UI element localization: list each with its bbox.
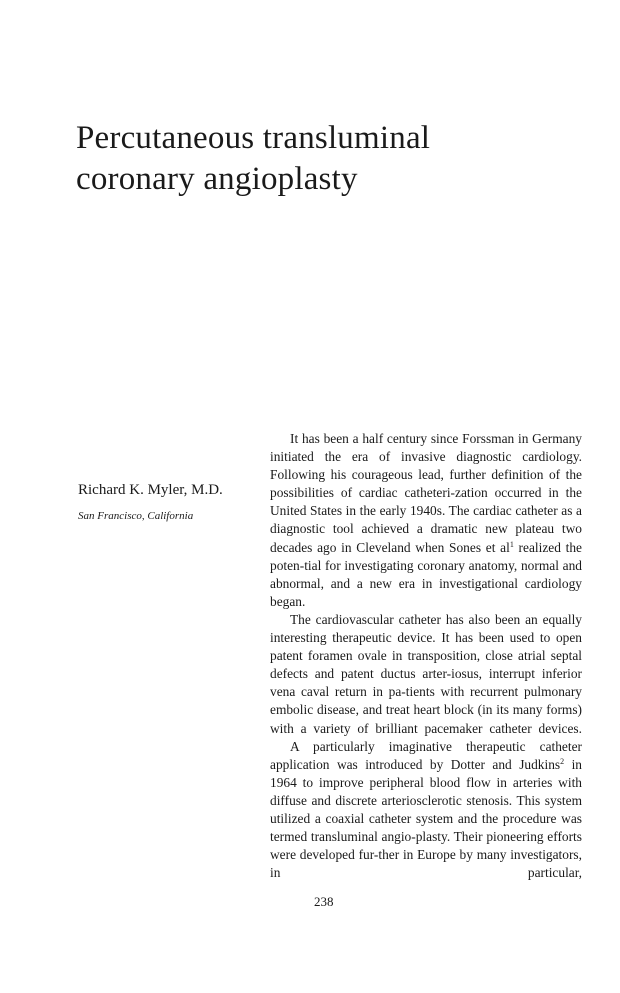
reference-2: 2 — [560, 756, 565, 766]
article-title — [76, 118, 576, 200]
paragraph-3 — [270, 738, 582, 883]
paragraph-3-text-b: in 1964 to improve peripheral blood flow in arteries with diffuse and discrete arteriosclerotic stenosis. This system utilized a coaxial catheter system and the procedure was termed transluminal angio-plasty. Their pioneering efforts were developed fur-ther in Europe by many investigators, in particular, — [270, 756, 583, 881]
article-body — [270, 430, 582, 882]
title-line-1: Percutaneous transluminal — [76, 120, 431, 156]
author-name: Richard K. Myler, M.D. — [78, 482, 223, 498]
reference-1: 1 — [509, 539, 514, 549]
paragraph-1-text-b: realized the poten-tial for investigating coronary anatomy, normal and abnormal, and a new era in investigational cardiology began. — [270, 539, 582, 609]
title-line-2: coronary angioplasty — [76, 161, 358, 197]
paragraph-1-text-a: It has been a half century since Forssman in Germany initiated the era of invasive diagnostic cardiology. Following his courageous lead, further definition of the possibilities of cardiac catheteri-zation occurred in the United States in the early 1940s. The cardiac catheter as a diagnostic tool achieved a dramatic new plateau two decades ago in Cleveland when Sones et al — [270, 431, 582, 555]
paragraph-3-text-a: A particularly imaginative therapeutic catheter application was introduced by Dotter and Judkins — [270, 738, 582, 772]
page-number: 238 — [314, 894, 334, 909]
paragraph-1 — [270, 430, 582, 611]
paragraph-2: The cardiovascular catheter has also been an equally interesting therapeutic device. It has been used to open patent foramen ovale in transposition, close atrial septal defects and patent ductus arter-iosus, interrupt inferior vena caval return in pa-tients with recurrent pulmonary embolic disease, and treat heart block (in its many forms) with a variety of brilliant pacemaker catheter devices. — [270, 611, 582, 736]
author-affiliation: San Francisco, California — [78, 510, 194, 522]
